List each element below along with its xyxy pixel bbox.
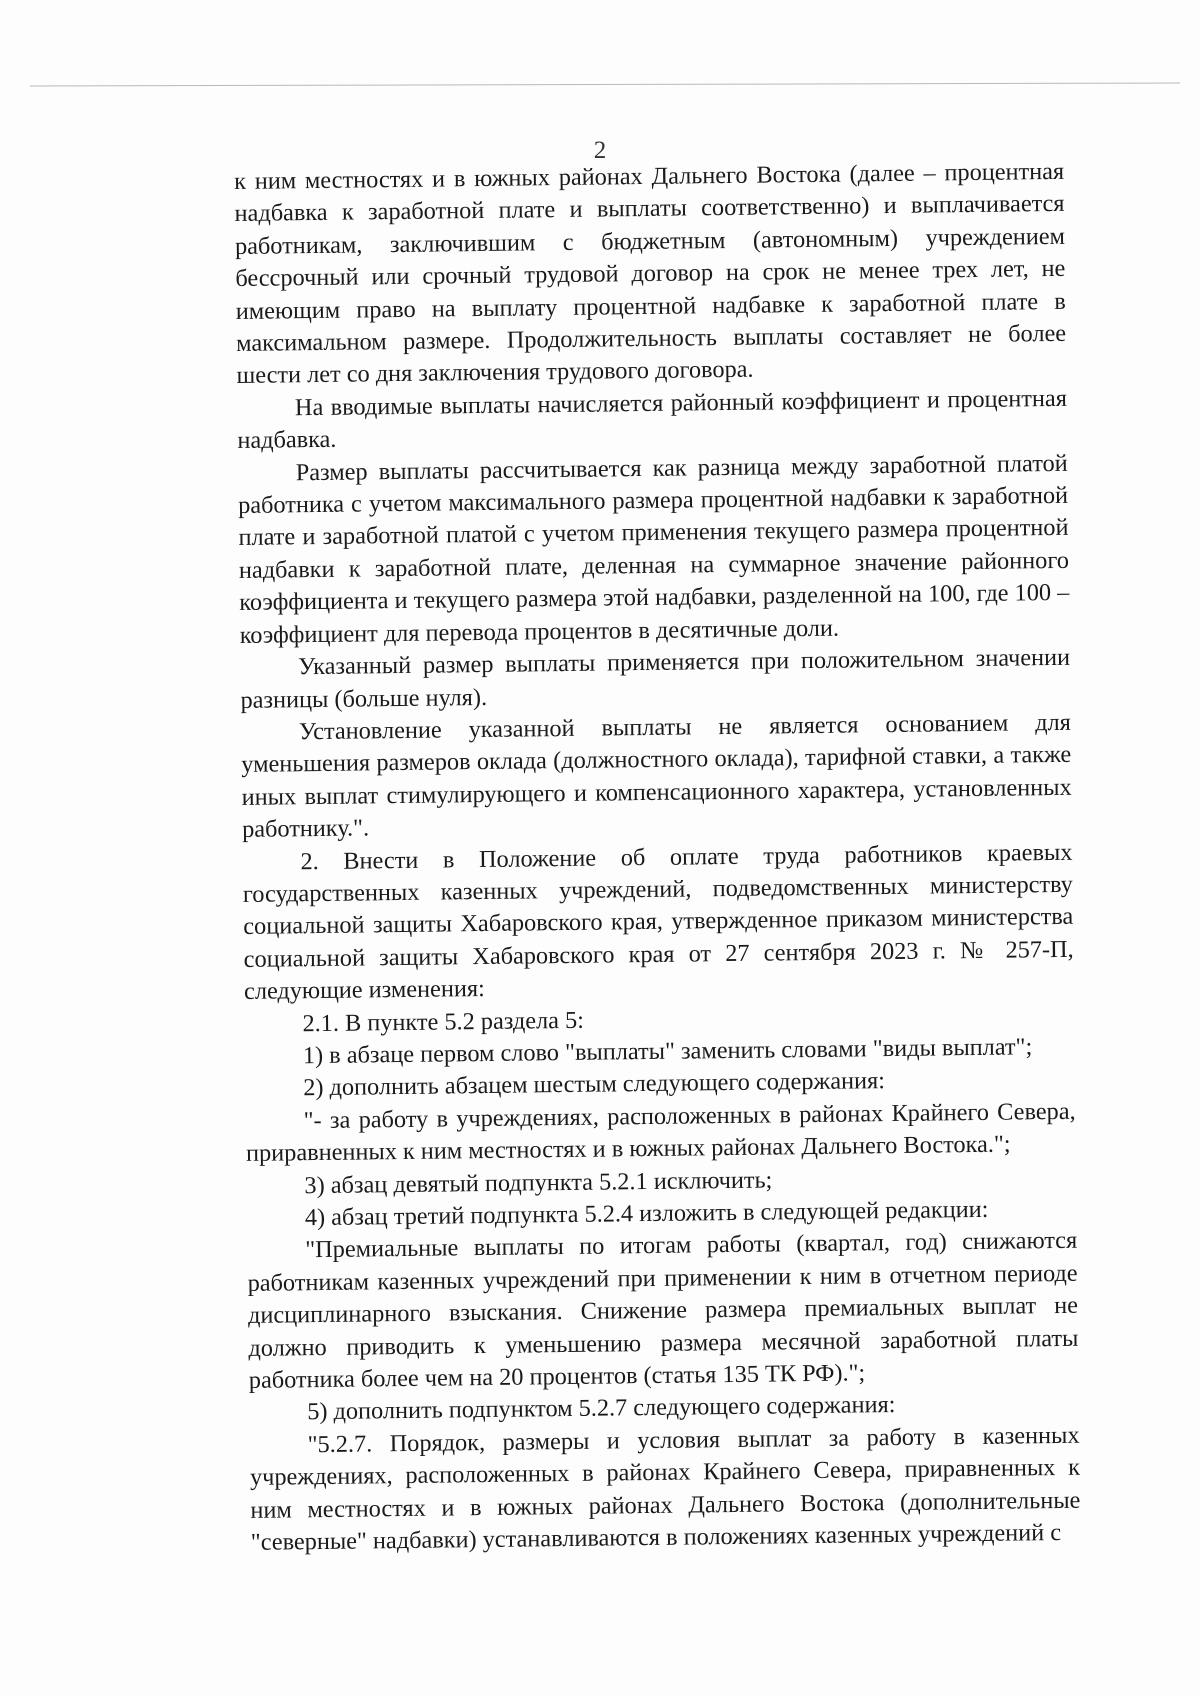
paragraph: На вводимые выплаты начисляется районный коэффициент и процентная надбавка. (237, 384, 1068, 455)
paragraph: 2. Внести в Положение об оплате труда работников краевых государственных казенных учреждений, подведомственных министерству социальной защиты Хабаровского края, утвержденное приказом министерства социальной защиты Хабаровского края от 27 сентября 2023 г. № 257-П, следующие изменения: (242, 838, 1074, 1006)
paragraph: Размер выплаты рассчитывается как разница между заработной платой работника с учетом максимального размера процентной надбавки к заработной плате и заработной платой с учетом применения текущего размера процентной надбавки к заработной плате, деленная на суммарное значение районного коэффициента и текущего размера этой надбавки, разделенной на 100, где 100 – коэффициент для перевода процентов в десятичные доли. (237, 449, 1070, 649)
document-body (234, 156, 1081, 1560)
page-number: 2 (593, 137, 607, 164)
paragraph: 2) дополнить абзацем шестым следующего содержания: (303, 1067, 886, 1102)
paragraph: Установление указанной выплаты не является основанием для уменьшения размеров оклада (должностного оклада), тарифной ставки, а также иных выплат стимулирующего и компенсационного характера, установленных работнику.". (241, 708, 1072, 844)
paragraph: "Премиальные выплаты по итогам работы (квартал, год) снижаются работникам казенных учреждений при применении к ним в отчетном периоде дисциплинарного взыскания. Снижение размера премиальных выплат не должно приводить к уменьшению размера месячной заработной платы работника более чем на 20 процентов (статья 135 ТК РФ)."; (247, 1227, 1079, 1394)
paragraph: "5.2.7. Порядок, размеры и условия выплат за работу в казенных учреждениях, расположенных в районах Крайнего Севера, приравненных к ним местностях и в южных районах Дальнего Востока (дополнительные "северные" надбавки) устанавливаются в положениях казенных учреждений с (249, 1421, 1081, 1556)
paragraph: "- за работу в учреждениях, расположенных в районах Крайнего Севера, приравненных к ним местностях и в южных районах Дальнего Востока."; (245, 1097, 1076, 1168)
paragraph: 4) абзац третий подпункта 5.2.4 изложить в следующей редакции: (304, 1195, 989, 1232)
scan-edge-line (30, 82, 1180, 86)
paragraph: к ним местностях и в южных районах Дальнего Востока (далее – процентная надбавка к заработной плате и выплаты соответственно) и выплачивается работникам, заключившим с бюджетным (автономным) учреждением бессрочный или срочный трудовой договор на срок не менее трех лет, не имеющим право на выплату процентной надбавке к заработной плате в максимальном размере. Продолжительность выплаты составляет не более шести лет со дня заключения трудового договора. (234, 157, 1067, 390)
paragraph: 3) абзац девятый подпункта 5.2.1 исключить; (304, 1166, 773, 1199)
paragraph: Указанный размер выплаты применяется при положительном значении разницы (больше нуля). (240, 643, 1071, 714)
paragraph: 5) дополнить подпунктом 5.2.7 следующего содержания: (307, 1391, 896, 1426)
paragraph: 2.1. В пункте 5.2 раздела 5: (302, 1006, 585, 1037)
paragraph: 1) в абзаце первом слово "выплаты" заменить словами "виды выплат"; (302, 1033, 1033, 1070)
